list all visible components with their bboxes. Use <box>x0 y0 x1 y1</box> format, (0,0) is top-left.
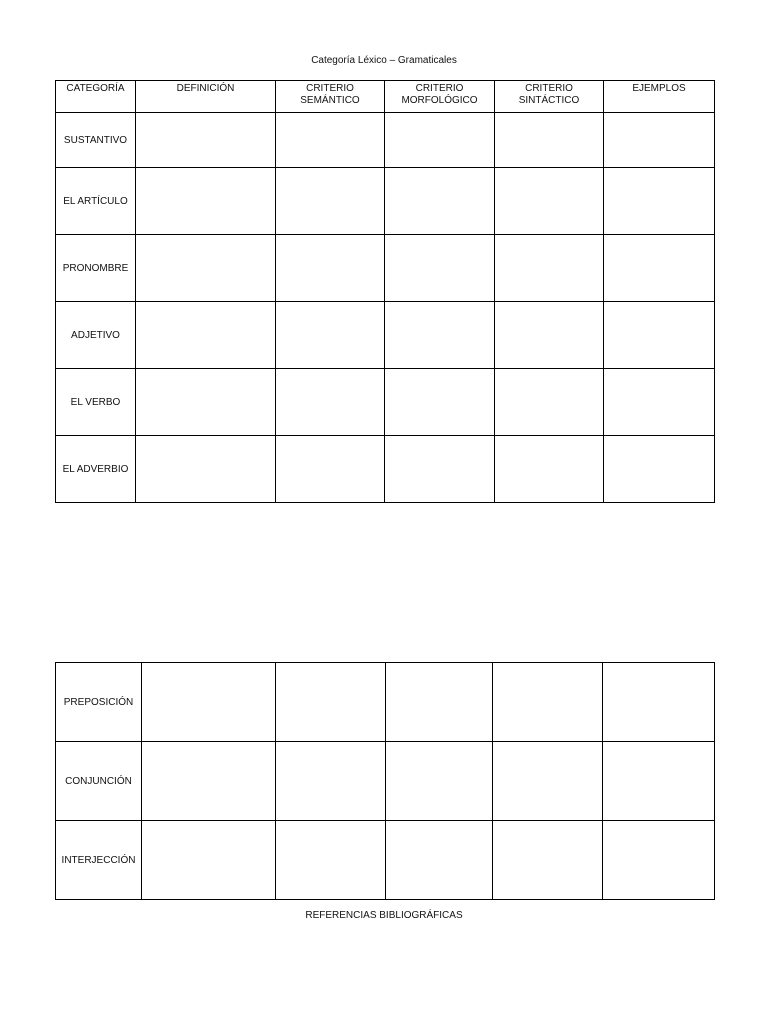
table-row <box>56 113 715 168</box>
empty-cell <box>386 742 493 821</box>
categories-table <box>55 80 715 503</box>
empty-cell <box>142 663 276 742</box>
empty-cell <box>604 302 715 369</box>
row-label: EL VERBO <box>56 369 136 436</box>
empty-cell <box>386 663 493 742</box>
empty-cell <box>603 663 715 742</box>
header-definicion: DEFINICIÓN <box>136 81 276 113</box>
empty-cell <box>385 302 495 369</box>
row-label: ADJETIVO <box>56 302 136 369</box>
categories-table-continued <box>55 662 715 900</box>
empty-cell <box>276 821 386 900</box>
empty-cell <box>493 821 603 900</box>
table-row <box>56 369 715 436</box>
empty-cell <box>385 168 495 235</box>
page-title: Categoría Léxico – Gramaticales <box>311 55 457 66</box>
empty-cell <box>136 235 276 302</box>
empty-cell <box>603 821 715 900</box>
empty-cell <box>603 742 715 821</box>
empty-cell <box>136 436 276 503</box>
empty-cell <box>276 742 386 821</box>
row-label: EL ARTÍCULO <box>56 168 136 235</box>
empty-cell <box>604 436 715 503</box>
empty-cell <box>276 436 385 503</box>
empty-cell <box>276 663 386 742</box>
empty-cell <box>276 113 385 168</box>
empty-cell <box>136 369 276 436</box>
empty-cell <box>142 821 276 900</box>
table-row <box>56 436 715 503</box>
empty-cell <box>604 235 715 302</box>
header-criterio-sintactico: CRITERIO SINTÁCTICO <box>495 81 604 113</box>
table-row <box>56 302 715 369</box>
empty-cell <box>604 369 715 436</box>
empty-cell <box>386 821 493 900</box>
row-label: PREPOSICIÓN <box>56 663 142 742</box>
empty-cell <box>276 369 385 436</box>
header-row <box>56 81 715 113</box>
header-categoria: CATEGORÍA <box>56 81 136 113</box>
empty-cell <box>276 235 385 302</box>
empty-cell <box>493 742 603 821</box>
table-row <box>56 821 715 900</box>
row-label: PRONOMBRE <box>56 235 136 302</box>
empty-cell <box>276 168 385 235</box>
table-row <box>56 742 715 821</box>
table-row <box>56 235 715 302</box>
empty-cell <box>495 302 604 369</box>
empty-cell <box>136 168 276 235</box>
references-heading: REFERENCIAS BIBLIOGRÁFICAS <box>305 910 463 921</box>
empty-cell <box>385 369 495 436</box>
header-criterio-semantico: CRITERIO SEMÁNTICO <box>276 81 385 113</box>
row-label: INTERJECCIÓN <box>56 821 142 900</box>
empty-cell <box>495 436 604 503</box>
header-criterio-morfologico: CRITERIO MORFOLÓGICO <box>385 81 495 113</box>
empty-cell <box>276 302 385 369</box>
empty-cell <box>385 235 495 302</box>
empty-cell <box>495 168 604 235</box>
empty-cell <box>604 113 715 168</box>
row-label: CONJUNCIÓN <box>56 742 142 821</box>
row-label: EL ADVERBIO <box>56 436 136 503</box>
empty-cell <box>604 168 715 235</box>
empty-cell <box>136 113 276 168</box>
header-ejemplos: EJEMPLOS <box>604 81 715 113</box>
empty-cell <box>495 235 604 302</box>
empty-cell <box>142 742 276 821</box>
table-row <box>56 663 715 742</box>
table-row <box>56 168 715 235</box>
empty-cell <box>136 302 276 369</box>
row-label: SUSTANTIVO <box>56 113 136 168</box>
empty-cell <box>495 113 604 168</box>
empty-cell <box>385 113 495 168</box>
empty-cell <box>495 369 604 436</box>
empty-cell <box>385 436 495 503</box>
empty-cell <box>493 663 603 742</box>
